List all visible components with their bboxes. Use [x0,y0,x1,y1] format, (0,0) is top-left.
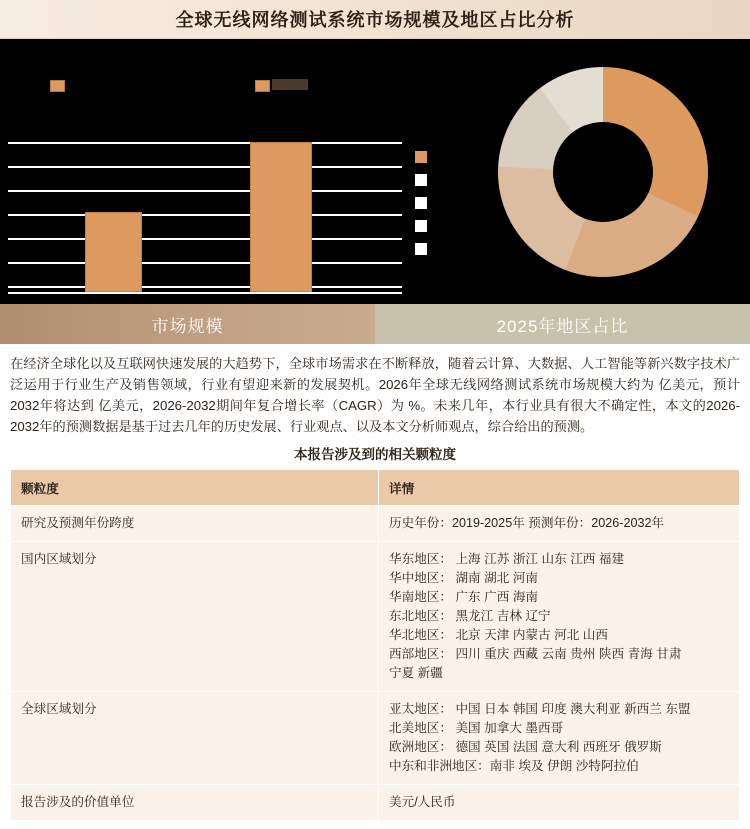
tab-region-share[interactable] [375,304,750,344]
row-label: 全球区域划分 [11,692,379,785]
gridline [8,142,402,144]
detail-line: 历史年份：2019-2025年 预测年份：2026-2032年 [389,516,665,530]
gridline [8,190,402,192]
row-label: 研究及预测年份跨度 [11,506,379,542]
bar-chart [0,39,410,304]
pie-chart [410,39,750,304]
gridline [8,214,402,216]
bar-legend-swatch-2 [255,80,270,92]
bar-legend-swatch-1 [50,80,65,92]
row-details [379,785,740,821]
bar-series-1 [85,212,142,292]
detail-line: 西部地区： 四川 重庆 西藏 云南 贵州 陕西 青海 甘肃 [389,647,682,661]
gridline [8,166,402,168]
table-header-granularity: 颗粒度 [11,470,379,506]
bar-series-2 [250,142,312,292]
detail-line: 华东地区： 上海 江苏 浙江 山东 江西 福建 [389,552,625,566]
row-label: 报告涉及的价值单位 [11,785,379,821]
table-row [11,542,740,692]
x-axis [8,292,402,294]
table-row [11,692,740,785]
detail-line: 华中地区： 湖南 湖北 河南 [389,571,539,585]
tab-market-size[interactable] [0,304,375,344]
pie-legend-swatch-1 [415,151,427,163]
donut-wrapper [498,67,708,277]
row-details [379,692,740,785]
pie-legend-swatch-2 [415,174,427,186]
row-details [379,542,740,692]
detail-line: 中东和非洲地区：南非 埃及 伊朗 沙特阿拉伯 [389,759,639,773]
pie-legend-swatch-5 [415,243,427,255]
charts-panel [0,39,750,304]
tab-market-size-label: 市场规模 [151,316,224,336]
pie-legend-swatch-4 [415,220,427,232]
chart-caption-tabs [0,304,750,344]
gridline [8,286,402,288]
pie-legend [415,151,429,266]
gridline [8,262,402,264]
detail-line: 华北地区： 北京 天津 内蒙古 河北 山西 [389,628,608,642]
granularity-table [10,469,740,821]
detail-line: 亚太地区： 中国 日本 韩国 印度 澳大利亚 新西兰 东盟 [389,702,691,716]
row-details [379,506,740,542]
detail-line: 北美地区： 美国 加拿大 墨西哥 [389,721,564,735]
donut-hole [553,122,653,222]
gridline [8,238,402,240]
detail-line: 华南地区： 广东 广西 海南 [389,590,539,604]
detail-line: 欧洲地区： 德国 英国 法国 意大利 西班牙 俄罗斯 [389,740,662,754]
bar-legend-label-2 [272,79,308,90]
table-header-details: 详情 [379,470,740,506]
table-header-row [11,470,740,506]
granularity-section-title: 本报告涉及到的相关颗粒度 [294,447,456,462]
tab-region-share-label: 2025年地区占比 [496,316,629,336]
detail-line: 东北地区： 黑龙江 吉林 辽宁 [389,609,551,623]
page-header [0,0,750,39]
overview-paragraph: 在经济全球化以及互联网快速发展的大趋势下，全球市场需求在不断释放，随着云计算、大数据、人工智能等新兴数字技术广泛运用于行业生产及销售领域，行业有望迎来新的发展契机。2026年全球无线网络测试系统市场规模大约为 亿美元，预计2032年将达到 亿美元，2026-2032期间年复合增长率（CAGR）为 %。未来几年，本行业具有很大不确定性，本文的2026-2032年的预测数据是基于过去几年的历史发展、行业观点、以及本文分析师观点，综合给出的预测。 [10,356,740,434]
detail-line: 宁夏 新疆 [389,666,443,680]
pie-legend-swatch-3 [415,197,427,209]
row-label: 国内区域划分 [11,542,379,692]
table-row [11,785,740,821]
page-title: 全球无线网络测试系统市场规模及地区占比分析 [175,10,575,30]
detail-line: 美元/人民币 [389,795,456,809]
table-row [11,506,740,542]
